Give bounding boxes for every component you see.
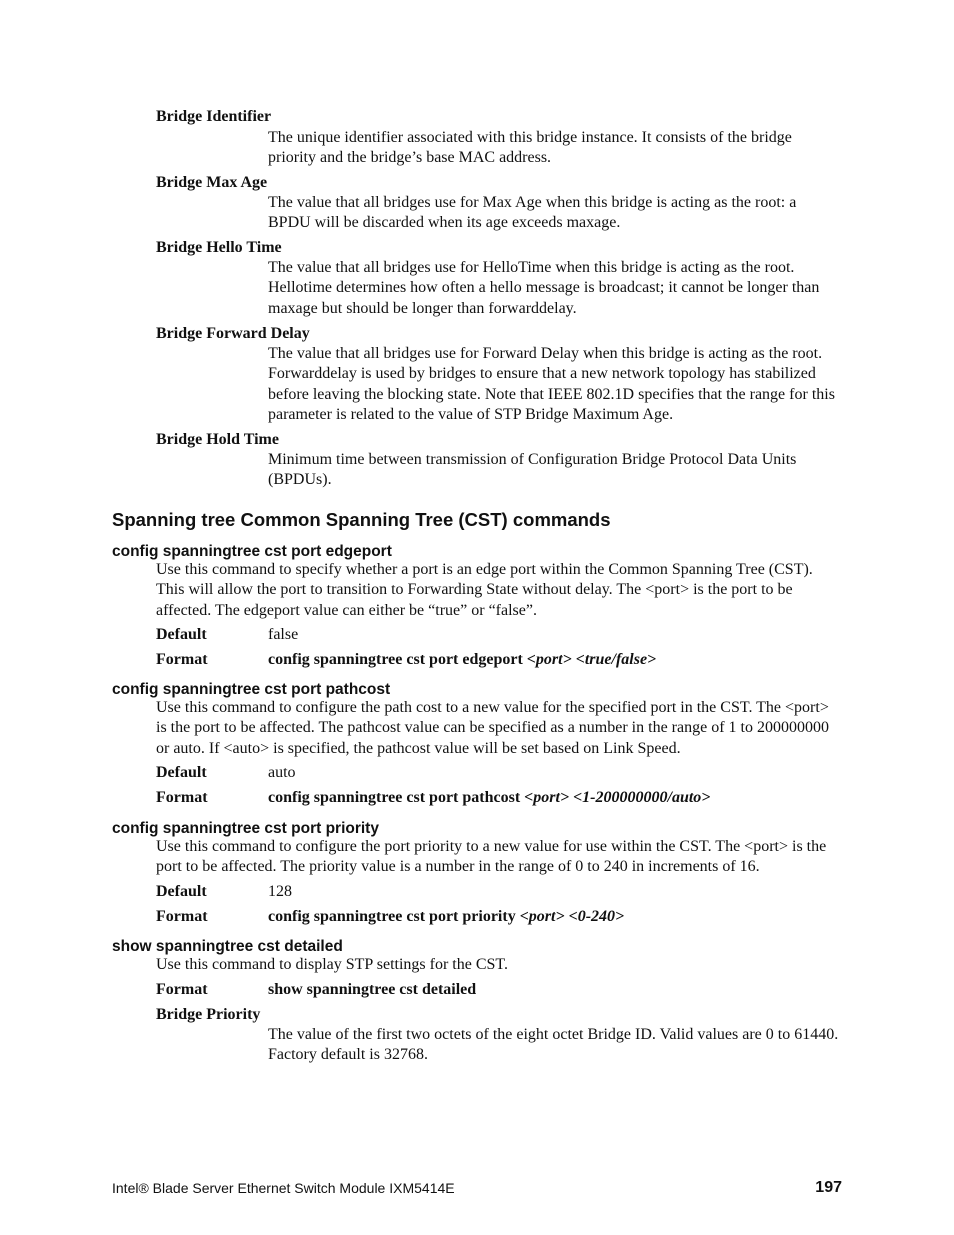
definition-desc-bridge-hold-time: Minimum time between transmission of Configuration Bridge Protocol Data Units (BPDUs).	[268, 451, 797, 489]
page-number: 197	[815, 1179, 842, 1196]
format-syntax	[268, 980, 476, 1000]
definition-term-bridge-hello-time: Bridge Hello Time	[156, 239, 282, 256]
definition-term-bridge-priority: Bridge Priority	[156, 1006, 261, 1023]
definition-desc-bridge-identifier: The unique identifier associated with this bridge instance. It consists of the bridge priority and the bridge’s base MAC address.	[268, 129, 792, 167]
format-command: show spanningtree cst detailed	[268, 981, 477, 998]
format-syntax	[268, 650, 656, 670]
default-label: Default	[156, 626, 207, 643]
default-value: false	[268, 626, 299, 643]
definition-term-bridge-identifier: Bridge Identifier	[156, 108, 272, 125]
command-body-show-detailed: Use this command to display STP settings for the CST.	[156, 956, 508, 973]
format-syntax	[268, 907, 624, 927]
format-label: Format	[156, 908, 208, 925]
default-value: 128	[268, 883, 292, 900]
format-arguments: <port> <true/false>	[526, 651, 657, 668]
default-label: Default	[156, 764, 207, 781]
footer-document-title: Intel® Blade Server Ethernet Switch Module IXM5414E	[112, 1180, 455, 1196]
definition-desc-bridge-max-age: The value that all bridges use for Max Age when this bridge is acting as the root: a BPDU will be discarded when its age exceeds maxage.	[268, 194, 797, 232]
definition-desc-bridge-priority: The value of the first two octets of the eight octet Bridge ID. Valid values are 0 to 61440. Factory default is 32768.	[268, 1026, 839, 1064]
format-command: config spanningtree cst port priority	[268, 908, 516, 925]
definition-desc-bridge-forward-delay: The value that all bridges use for Forward Delay when this bridge is acting as the root. Forwarddelay is used by bridges to ensure that a new network topology has stabilized before leaving the blocking state. Note that IEEE 802.1D specifies that the range for this parameter is related to the value of STP Bridge Maximum Age.	[268, 345, 835, 424]
default-value: auto	[268, 764, 296, 781]
format-command: config spanningtree cst port edgeport	[268, 651, 523, 668]
default-label: Default	[156, 883, 207, 900]
section-title: Spanning tree Common Spanning Tree (CST) commands	[112, 509, 611, 530]
definition-desc-bridge-hello-time: The value that all bridges use for HelloTime when this bridge is acting as the root. Hellotime determines how often a hello message is broadcast; it cannot be longer than maxage but should be longer than forwarddelay.	[268, 259, 820, 317]
command-heading-pathcost: config spanningtree cst port pathcost	[112, 681, 391, 698]
format-label: Format	[156, 789, 208, 806]
definition-term-bridge-max-age: Bridge Max Age	[156, 174, 268, 191]
command-heading-edgeport: config spanningtree cst port edgeport	[112, 543, 392, 560]
format-label: Format	[156, 651, 208, 668]
command-body-pathcost: Use this command to configure the path cost to a new value for the specified port in the CST. The <port> is the port to be affected. The pathcost value can be specified as a number in the range of 1 to 200000000 or auto. If <auto> is specified, the pathcost value will be set based on Link Speed.	[156, 699, 829, 757]
command-heading-show-detailed: show spanningtree cst detailed	[112, 938, 343, 955]
definition-term-bridge-forward-delay: Bridge Forward Delay	[156, 325, 310, 342]
command-body-priority: Use this command to configure the port priority to a new value for use within the CST. The <port> is the port to be affected. The priority value is a number in the range of 0 to 240 in increments of 16.	[156, 838, 827, 876]
format-command: config spanningtree cst port pathcost	[268, 789, 521, 806]
command-heading-priority: config spanningtree cst port priority	[112, 820, 379, 837]
format-label: Format	[156, 981, 208, 998]
definition-term-bridge-hold-time: Bridge Hold Time	[156, 431, 279, 448]
command-body-edgeport: Use this command to specify whether a port is an edge port within the Common Spanning Tree (CST). This will allow the port to transition to Forwarding State without delay. The <port> is the port to be affected. The edgeport value can either be “true” or “false”.	[156, 561, 813, 619]
format-syntax	[268, 788, 710, 808]
format-arguments: <port> <0-240>	[519, 908, 625, 925]
format-arguments: <port> <1-200000000/auto>	[524, 789, 711, 806]
